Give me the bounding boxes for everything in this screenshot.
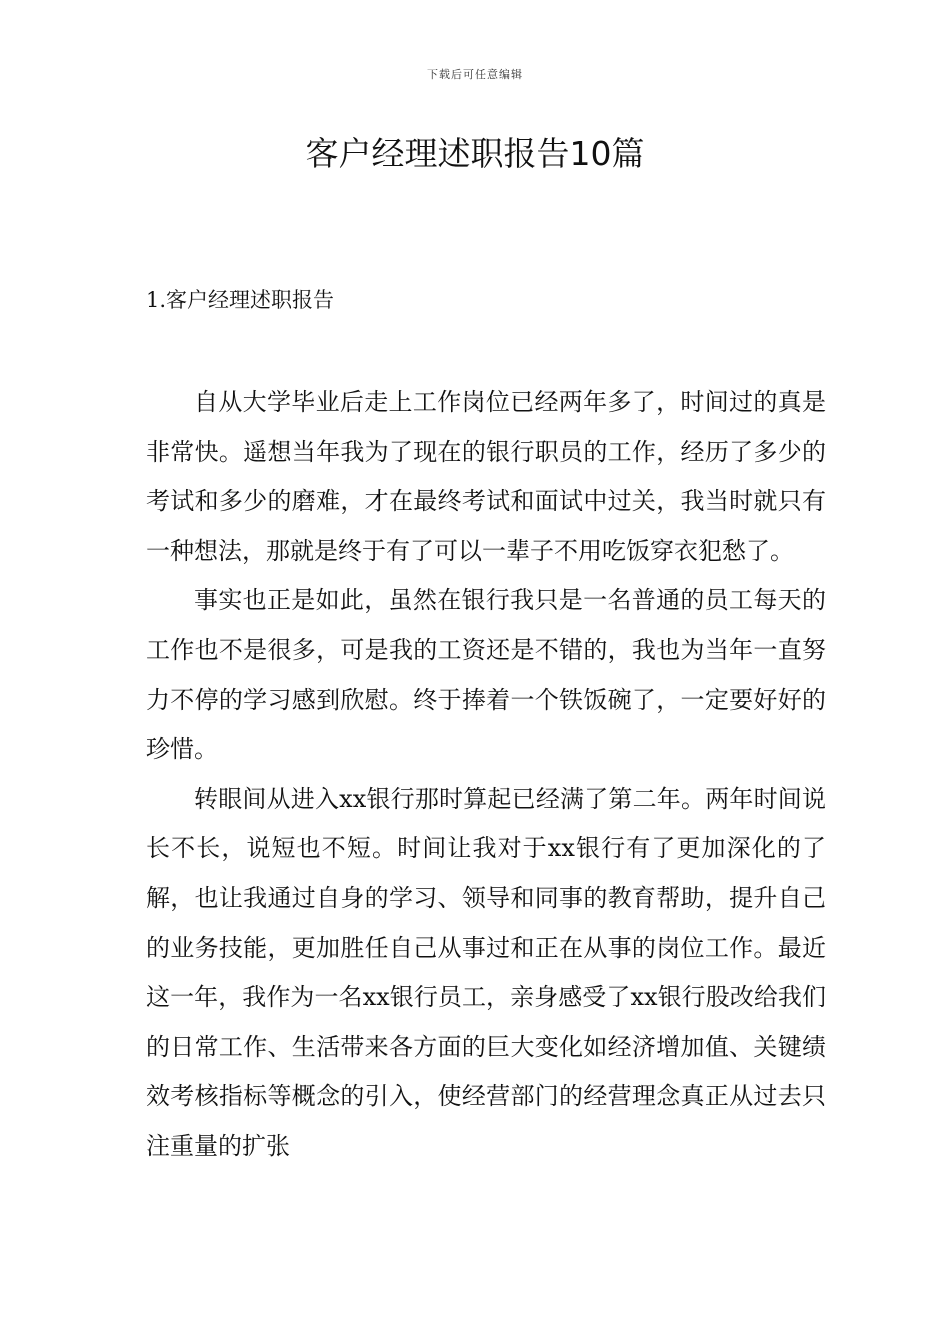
body-text (146, 378, 826, 1172)
section-heading: 1.客户经理述职报告 (146, 288, 335, 312)
document-title: 客户经理述职报告10篇 (305, 134, 645, 173)
paragraph: 事实也正是如此，虽然在银行我只是一名普通的员工每天的工作也不是很多，可是我的工资还是不错的，我也为当年一直努力不停的学习感到欣慰。终于捧着一个铁饭碗了，一定要好好的珍惜。 (146, 586, 826, 764)
paragraph: 自从大学毕业后走上工作岗位已经两年多了，时间过的真是非常快。遥想当年我为了现在的银行职员的工作，经历了多少的考试和多少的磨难，才在最终考试和面试中过关，我当时就只有一种想法，那就是终于有了可以一辈子不用吃饭穿衣犯愁了。 (146, 388, 826, 565)
header-note: 下载后可任意编辑 (427, 68, 523, 81)
paragraph: 转眼间从进入xx银行那时算起已经满了第二年。两年时间说长不长，说短也不短。时间让我对于xx银行有了更加深化的了解，也让我通过自身的学习、领导和同事的教育帮助，提升自己的业务技能，更加胜任自己从事过和正在从事的岗位工作。最近这一年，我作为一名xx银行员工，亲身感受了xx银行股改给我们的日常工作、生活带来各方面的巨大变化如经济增加值、关键绩效考核指标等概念的引入，使经营部门的经营理念真正从过去只注重量的扩张 (146, 784, 826, 1160)
